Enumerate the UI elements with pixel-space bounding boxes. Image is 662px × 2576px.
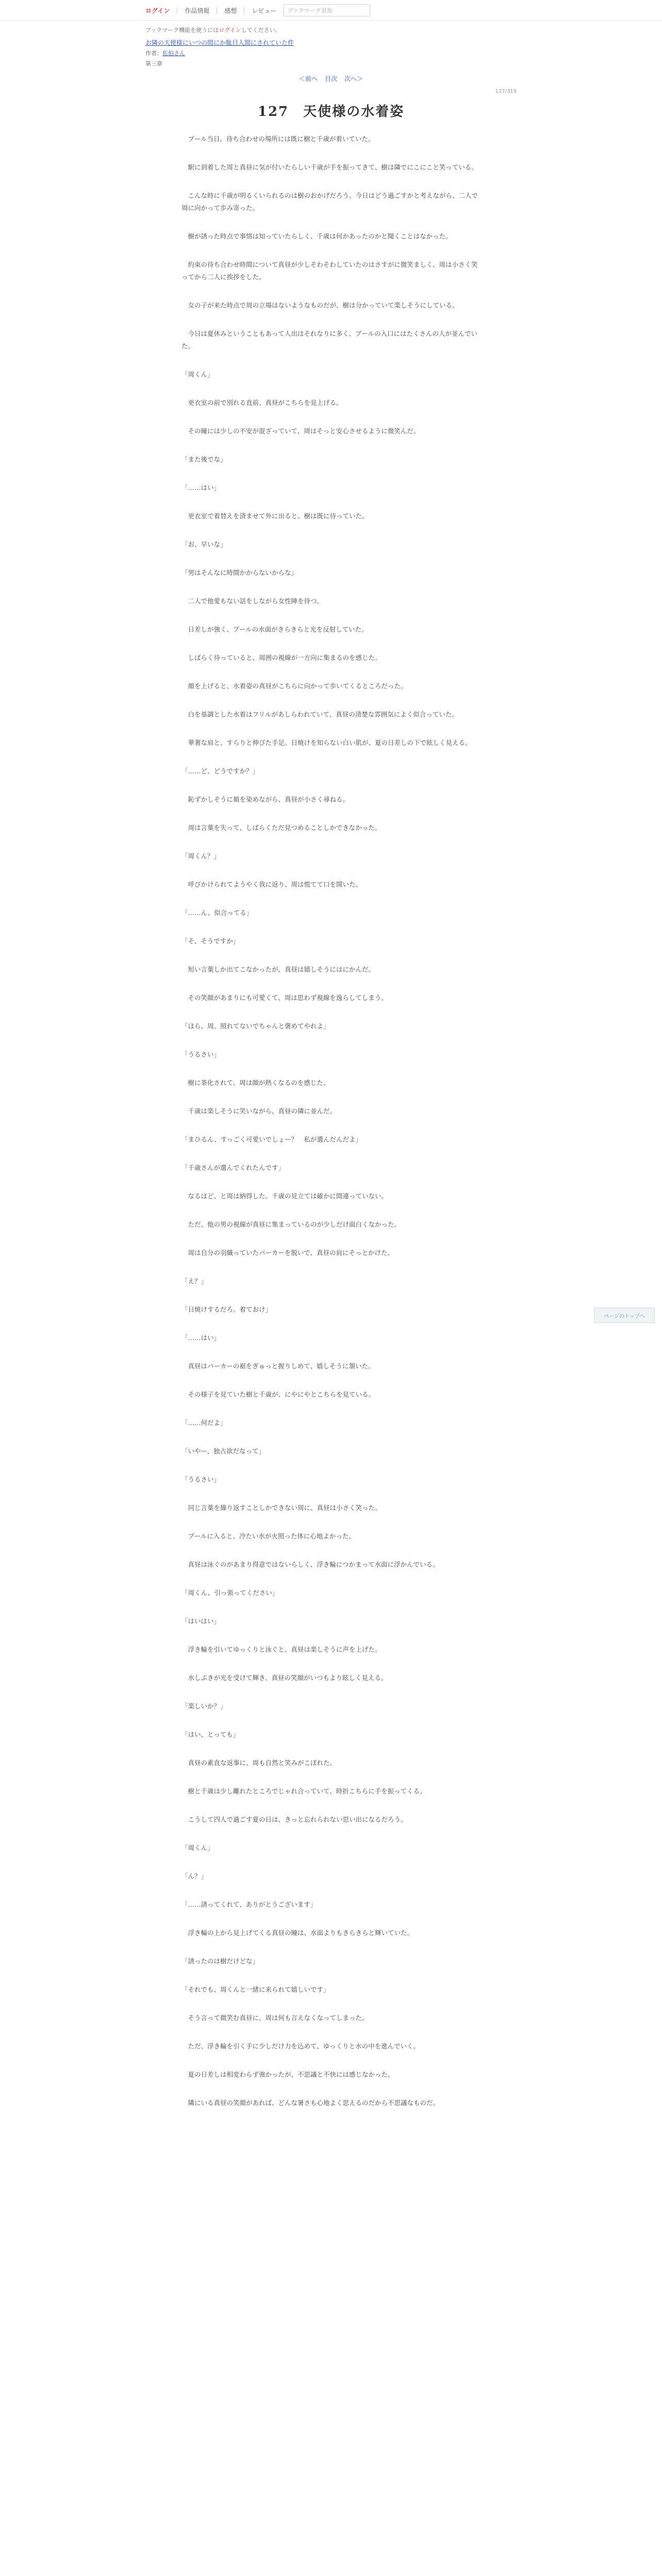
series-info [145,37,517,67]
body-paragraph: 浮き輪を引いてゆっくりと泳ぐと、真昼は楽しそうに声を上げた。 [181,1646,382,1653]
global-header [0,0,662,21]
body-paragraph: 恥ずかしそうに頬を染めながら、真昼が小さく尋ねる。 [181,795,350,803]
body-paragraph: しばらく待っていると、周囲の視線が一方向に集まるのを感じた。 [181,654,382,662]
page-top-button[interactable]: ページのトップへ [594,1308,655,1323]
body-paragraph: 「周くん、引っ張ってください」 [181,1589,279,1597]
body-paragraph: 同じ言葉を繰り返すことしかできない周に、真昼は小さく笑った。 [181,1504,382,1512]
body-paragraph: 華奢な肩と、すらりと伸びた手足。日焼けを知らない白い肌が、夏の日差しの下で眩しく見える。 [181,739,472,747]
body-paragraph: 二人で他愛もない話をしながら女性陣を待つ。 [181,597,323,605]
body-paragraph: 浮き輪の上から見上げてくる真昼の瞳は、水面よりもきらきらと輝いていた。 [181,1929,414,1937]
body-paragraph: 樹と千歳は少し離れたところでじゃれ合っていて、時折こちらに手を振ってくる。 [181,1787,426,1795]
episode-body [145,133,517,2125]
body-paragraph: 「……はい」 [181,1334,221,1342]
body-paragraph: 隣にいる真昼の笑顔があれば、どんな暑さも心地よく思えるのだから不思議なものだ。 [181,2099,440,2107]
body-paragraph: そう言って微笑む真昼に、周は何も言えなくなってしまった。 [181,2014,369,2022]
episode-title: 127 天使様の水着姿 [257,104,405,120]
toc-link[interactable]: 目次 [324,75,337,82]
body-paragraph: なるほど、と周は納得した。千歳の見立ては確かに間違っていない。 [181,1192,388,1200]
nav-impressions[interactable]: 感想 [224,7,237,14]
nav-reviews[interactable]: レビュー [252,7,277,14]
bookmark-add-box[interactable] [284,4,370,16]
body-paragraph: 周は自分の羽織っていたパーカーを脱いで、真昼の肩にそっとかけた。 [181,1249,394,1257]
bookmark-login-link[interactable]: ログイン [219,27,241,33]
bookmark-note-suffix: してください。 [241,27,281,33]
body-paragraph: 更衣室で着替えを済ませて外に出ると、樹は既に待っていた。 [181,512,369,520]
body-paragraph: 「……ど、どうですか？」 [181,767,259,775]
body-paragraph: 「千歳さんが選んでくれたんです」 [181,1164,285,1172]
body-paragraph: その瞳には少しの不安が混ざっていて、周はそっと安心させるように微笑んだ。 [181,427,420,435]
body-paragraph: 更衣室の前で別れる直前、真昼がこちらを見上げる。 [181,399,343,406]
body-paragraph: プール当日。待ち合わせの場所には既に樹と千歳が着いていた。 [181,135,375,143]
body-paragraph: 「誘ったのは樹だけどな」 [181,1957,259,1965]
body-paragraph: 「そ、そうですか」 [181,937,240,945]
body-paragraph: 呼びかけられてようやく我に返り、周は慌てて口を開いた。 [181,880,362,888]
prev-link[interactable]: ＜前へ [299,75,318,82]
body-paragraph: 女の子が来た時点で周の立場はないようなものだが、樹は分かっていて楽しそうにしている。 [181,301,459,309]
body-paragraph: 「また後でな」 [181,455,227,463]
body-paragraph: ただ、浮き輪を引く手に少しだけ力を込めて、ゆっくりと水の中を進んでいく。 [181,2042,420,2050]
body-paragraph: ただ、他の男の視線が真昼に集まっているのが少しだけ面白くなかった。 [181,1221,401,1228]
episode-header [145,101,517,120]
body-paragraph: 「うるさい」 [181,1476,221,1483]
body-paragraph: 「いやー、独占欲だなって」 [181,1447,266,1455]
body-paragraph: 「周くん？」 [181,852,221,860]
body-paragraph: 「……誘ってくれて、ありがとうございます」 [181,1901,317,1908]
body-paragraph: 周は言葉を失って、しばらくただ見つめることしかできなかった。 [181,824,382,832]
body-paragraph: 顔を上げると、水着姿の真昼がこちらに向かって歩いてくるところだった。 [181,682,407,690]
body-paragraph: 夏の日差しは相変わらず強かったが、不思議と不快には感じなかった。 [181,2071,394,2078]
body-paragraph: 「日焼けするだろ。着ておけ」 [181,1306,272,1313]
next-link[interactable]: 次へ＞ [344,75,363,82]
body-paragraph: プールに入ると、冷たい水が火照った体に心地よかった。 [181,1532,355,1540]
page-number-wrap [145,89,517,94]
body-paragraph: 「……何だよ」 [181,1419,227,1427]
body-paragraph: その笑顔があまりにも可愛くて、周は思わず視線を逸らしてしまう。 [181,994,388,1002]
body-paragraph: 真昼の素直な返事に、周も自然と笑みがこぼれた。 [181,1759,337,1767]
body-paragraph: 千歳は楽しそうに笑いながら、真昼の隣に並んだ。 [181,1107,337,1115]
bookmark-add-placeholder: ブックマーク追加 [287,7,333,14]
body-paragraph: 「……ん、似合ってる」 [181,909,253,917]
body-paragraph: 「ほら、周。照れてないでちゃんと褒めてやれよ」 [181,1022,330,1030]
login-link[interactable]: ログイン [145,7,170,14]
body-paragraph: こうして四人で過ごす夏の日は、きっと忘れられない思い出になるだろう。 [181,1816,407,1823]
bookmark-note [145,26,517,34]
nav-work-info[interactable]: 作品情報 [185,7,210,14]
body-paragraph: 「まひるん、すっごく可愛いでしょー？ 私が選んだんだよ」 [181,1136,362,1143]
body-paragraph: 白を基調とした水着はフリルがあしらわれていて、真昼の清楚な雰囲気によく似合っていた。 [181,710,458,718]
body-paragraph: 水しぶきが光を受けて輝き、真昼の笑顔がいつもより眩しく見える。 [181,1674,388,1682]
header-nav [145,4,370,16]
body-paragraph: 「楽しいか？」 [181,1702,227,1710]
author-link[interactable]: 佐伯さん [162,50,185,57]
body-paragraph: 「……はい」 [181,484,221,492]
body-paragraph: 真昼はパーカーの裾をぎゅっと握りしめて、嬉しそうに頷いた。 [181,1362,375,1370]
chapter-label: 第三章 [145,60,162,67]
body-paragraph: その様子を見ていた樹と千歳が、にやにやとこちらを見ている。 [181,1391,375,1398]
series-title-link[interactable]: お隣の天使様にいつの間にか駄目人間にされていた件 [145,39,294,46]
body-paragraph: 「周くん」 [181,1844,214,1852]
body-paragraph: 「え？」 [181,1277,208,1285]
body-paragraph: 短い言葉しか出てこなかったが、真昼は嬉しそうにはにかんだ。 [181,965,375,973]
body-paragraph: 「それでも、周くんと一緒に来られて嬉しいです」 [181,1986,330,1993]
top-pager [145,74,517,83]
page-number: 127/319 [495,89,517,94]
body-paragraph: 「はいはい」 [181,1617,221,1625]
body-paragraph: 今日は夏休みということもあって人出はそれなりに多く、プールの入口にはたくさんの人が並んでいた。 [181,330,478,350]
body-paragraph: 「お、早いな」 [181,540,227,548]
body-paragraph: 樹に茶化されて、周は顔が熱くなるのを感じた。 [181,1079,330,1087]
body-paragraph: 日差しが強く、プールの水面がきらきらと光を反射していた。 [181,625,368,633]
body-paragraph: 「ん？」 [181,1872,208,1880]
body-paragraph: 真昼は泳ぐのがあまり得意ではないらしく、浮き輪につかまって水面に浮かんでいる。 [181,1561,439,1568]
body-paragraph: 駅に到着した周と真昼に気が付いたらしい千歳が手を振ってきて、樹は隣でにこにこと笑っている。 [181,163,478,171]
body-paragraph: 約束の待ち合わせ時間について真昼が少しそわそわしていたのはさすがに微笑ましく、周は小さく笑ってから二人に挨拶をした。 [181,261,478,281]
body-paragraph: 「はい、とっても」 [181,1731,240,1738]
author-prefix: 作者： [145,50,162,57]
bookmark-note-prefix: ブックマーク機能を使うには [145,27,219,33]
body-paragraph: こんな時に千歳が明るくいられるのは樹のおかげだろう。今日はどう過ごすかと考えながら、二人で周に向かって歩み寄った。 [181,192,478,212]
body-paragraph: 「うるさい」 [181,1050,221,1058]
body-paragraph: 「周くん」 [181,370,214,378]
body-paragraph: 「男はそんなに時間かからないからな」 [181,569,298,577]
body-paragraph: 樹が誘った時点で事情は知っていたらしく、千歳は何かあったのかと聞くことはなかった。 [181,232,452,240]
